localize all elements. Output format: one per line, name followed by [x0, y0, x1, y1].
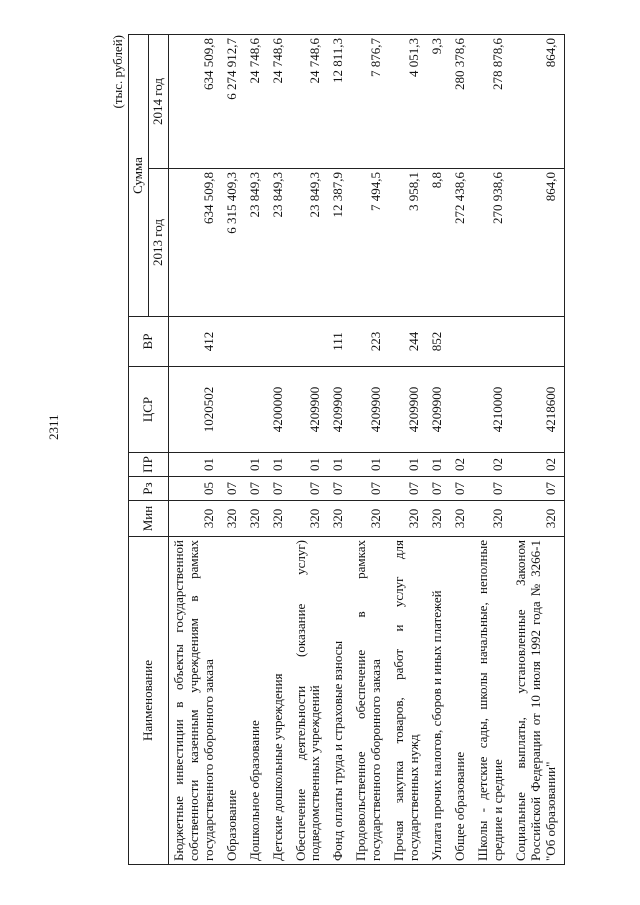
cell-min: 320: [351, 501, 389, 537]
cell-pr: 01: [389, 453, 427, 477]
cell-min: 320: [450, 501, 473, 537]
cell-min: 320: [511, 501, 564, 537]
table-row: [268, 35, 291, 865]
cell-rz: 07: [450, 477, 473, 501]
table-row: [389, 35, 427, 865]
cell-rz: 07: [427, 477, 450, 501]
cell-rz: 07: [291, 477, 329, 501]
header-rz: Рз: [129, 477, 169, 501]
table-row: [511, 35, 564, 865]
cell-csr: [450, 367, 473, 453]
cell-csr: 4209900: [351, 367, 389, 453]
cell-rz: 07: [222, 477, 245, 501]
cell-min: 320: [168, 501, 221, 537]
cell-name: Уплата прочих налогов, сборов и иных платежей: [427, 537, 450, 865]
cell-min: 320: [291, 501, 329, 537]
cell-pr: 01: [328, 453, 351, 477]
cell-name: Прочая закупка товаров, работ и услуг для государственных нужд: [389, 537, 427, 865]
cell-amount-2014: 4 051,3: [389, 35, 427, 169]
cell-min: 320: [328, 501, 351, 537]
cell-name: Обеспечение деятельности (оказание услуг) подведомственных учреждений: [291, 537, 329, 865]
table-row: [351, 35, 389, 865]
cell-min: 320: [222, 501, 245, 537]
cell-vr: 412: [168, 317, 221, 367]
cell-csr: 4209900: [427, 367, 450, 453]
cell-vr: [291, 317, 329, 367]
units-label: (тыс. рублей): [110, 35, 125, 109]
cell-name: Продовольственное обеспечение в рамках государственного оборонного заказа: [351, 537, 389, 865]
table-row: [168, 35, 221, 865]
cell-csr: [245, 367, 268, 453]
cell-amount-2013: 23 849,3: [245, 169, 268, 317]
cell-vr: [245, 317, 268, 367]
cell-pr: 01: [268, 453, 291, 477]
cell-name: Образование: [222, 537, 245, 865]
cell-amount-2014: 280 378,6: [450, 35, 473, 169]
cell-amount-2013: 8,8: [427, 169, 450, 317]
cell-csr: 4209900: [291, 367, 329, 453]
header-vr: ВР: [129, 317, 169, 367]
header-min: Мин: [129, 501, 169, 537]
cell-min: 320: [268, 501, 291, 537]
cell-name: Детские дошкольные учреждения: [268, 537, 291, 865]
header-name: Наименование: [129, 537, 169, 865]
rotated-page-content: [110, 35, 600, 865]
header-pr: ПР: [129, 453, 169, 477]
table-row: [222, 35, 245, 865]
header-year-2014: 2014 год: [148, 35, 168, 169]
cell-amount-2013: 7 494,5: [351, 169, 389, 317]
cell-amount-2013: 6 315 409,3: [222, 169, 245, 317]
cell-amount-2013: 270 938,6: [473, 169, 511, 317]
cell-csr: 4218600: [511, 367, 564, 453]
cell-pr: 01: [168, 453, 221, 477]
cell-vr: 223: [351, 317, 389, 367]
cell-vr: [450, 317, 473, 367]
cell-amount-2014: 9,3: [427, 35, 450, 169]
cell-vr: [222, 317, 245, 367]
cell-min: 320: [427, 501, 450, 537]
table-row: [291, 35, 329, 865]
cell-vr: 244: [389, 317, 427, 367]
table-row: [473, 35, 511, 865]
table-header-row: [129, 35, 149, 865]
cell-name: Школы - детские сады, школы начальные, неполные средние и средние: [473, 537, 511, 865]
header-csr: ЦСР: [129, 367, 169, 453]
cell-name: Общее образование: [450, 537, 473, 865]
page-number: 2311: [46, 414, 61, 440]
cell-csr: 4210000: [473, 367, 511, 453]
header-year-2013: 2013 год: [148, 169, 168, 317]
header-sum: Сумма: [129, 35, 149, 317]
cell-name: Фонд оплаты труда и страховые взносы: [328, 537, 351, 865]
cell-name: Дошкольное образование: [245, 537, 268, 865]
cell-amount-2014: 278 878,6: [473, 35, 511, 169]
cell-min: 320: [245, 501, 268, 537]
table-row: [328, 35, 351, 865]
cell-amount-2014: 864,0: [511, 35, 564, 169]
cell-name: Бюджетные инвестиции в объекты государственной собственности казенным учреждениям в рамках государственного оборонного заказа: [168, 537, 221, 865]
cell-amount-2013: 23 849,3: [291, 169, 329, 317]
budget-table: [128, 34, 565, 865]
cell-csr: 4209900: [328, 367, 351, 453]
cell-rz: 07: [511, 477, 564, 501]
cell-amount-2014: 7 876,7: [351, 35, 389, 169]
cell-amount-2014: 634 509,8: [168, 35, 221, 169]
cell-amount-2013: 864,0: [511, 169, 564, 317]
table-row: [450, 35, 473, 865]
cell-min: 320: [473, 501, 511, 537]
cell-pr: 01: [351, 453, 389, 477]
cell-pr: 01: [291, 453, 329, 477]
cell-vr: [473, 317, 511, 367]
cell-rz: 07: [245, 477, 268, 501]
cell-vr: [268, 317, 291, 367]
cell-amount-2013: 3 958,1: [389, 169, 427, 317]
cell-amount-2014: 24 748,6: [291, 35, 329, 169]
cell-pr: 01: [245, 453, 268, 477]
cell-amount-2013: 23 849,3: [268, 169, 291, 317]
cell-amount-2013: 634 509,8: [168, 169, 221, 317]
cell-amount-2013: 12 387,9: [328, 169, 351, 317]
cell-amount-2013: 272 438,6: [450, 169, 473, 317]
table-row: [427, 35, 450, 865]
cell-amount-2014: 6 274 912,7: [222, 35, 245, 169]
cell-csr: 4209900: [389, 367, 427, 453]
cell-pr: 02: [450, 453, 473, 477]
cell-csr: 4200000: [268, 367, 291, 453]
cell-vr: 852: [427, 317, 450, 367]
cell-rz: 05: [168, 477, 221, 501]
cell-vr: 111: [328, 317, 351, 367]
cell-pr: [222, 453, 245, 477]
cell-csr: 1020502: [168, 367, 221, 453]
cell-amount-2014: 24 748,6: [245, 35, 268, 169]
cell-vr: [511, 317, 564, 367]
cell-min: 320: [389, 501, 427, 537]
cell-amount-2014: 24 748,6: [268, 35, 291, 169]
cell-pr: 01: [427, 453, 450, 477]
cell-rz: 07: [328, 477, 351, 501]
table-row: [245, 35, 268, 865]
cell-pr: 02: [473, 453, 511, 477]
cell-amount-2014: 12 811,3: [328, 35, 351, 169]
cell-pr: 02: [511, 453, 564, 477]
cell-rz: 07: [473, 477, 511, 501]
cell-rz: 07: [389, 477, 427, 501]
cell-rz: 07: [268, 477, 291, 501]
cell-name: Социальные выплаты, установленные Законом Российской Федерации от 10 июля 1992 года № 3266-1 "Об образовании": [511, 537, 564, 865]
cell-csr: [222, 367, 245, 453]
cell-rz: 07: [351, 477, 389, 501]
